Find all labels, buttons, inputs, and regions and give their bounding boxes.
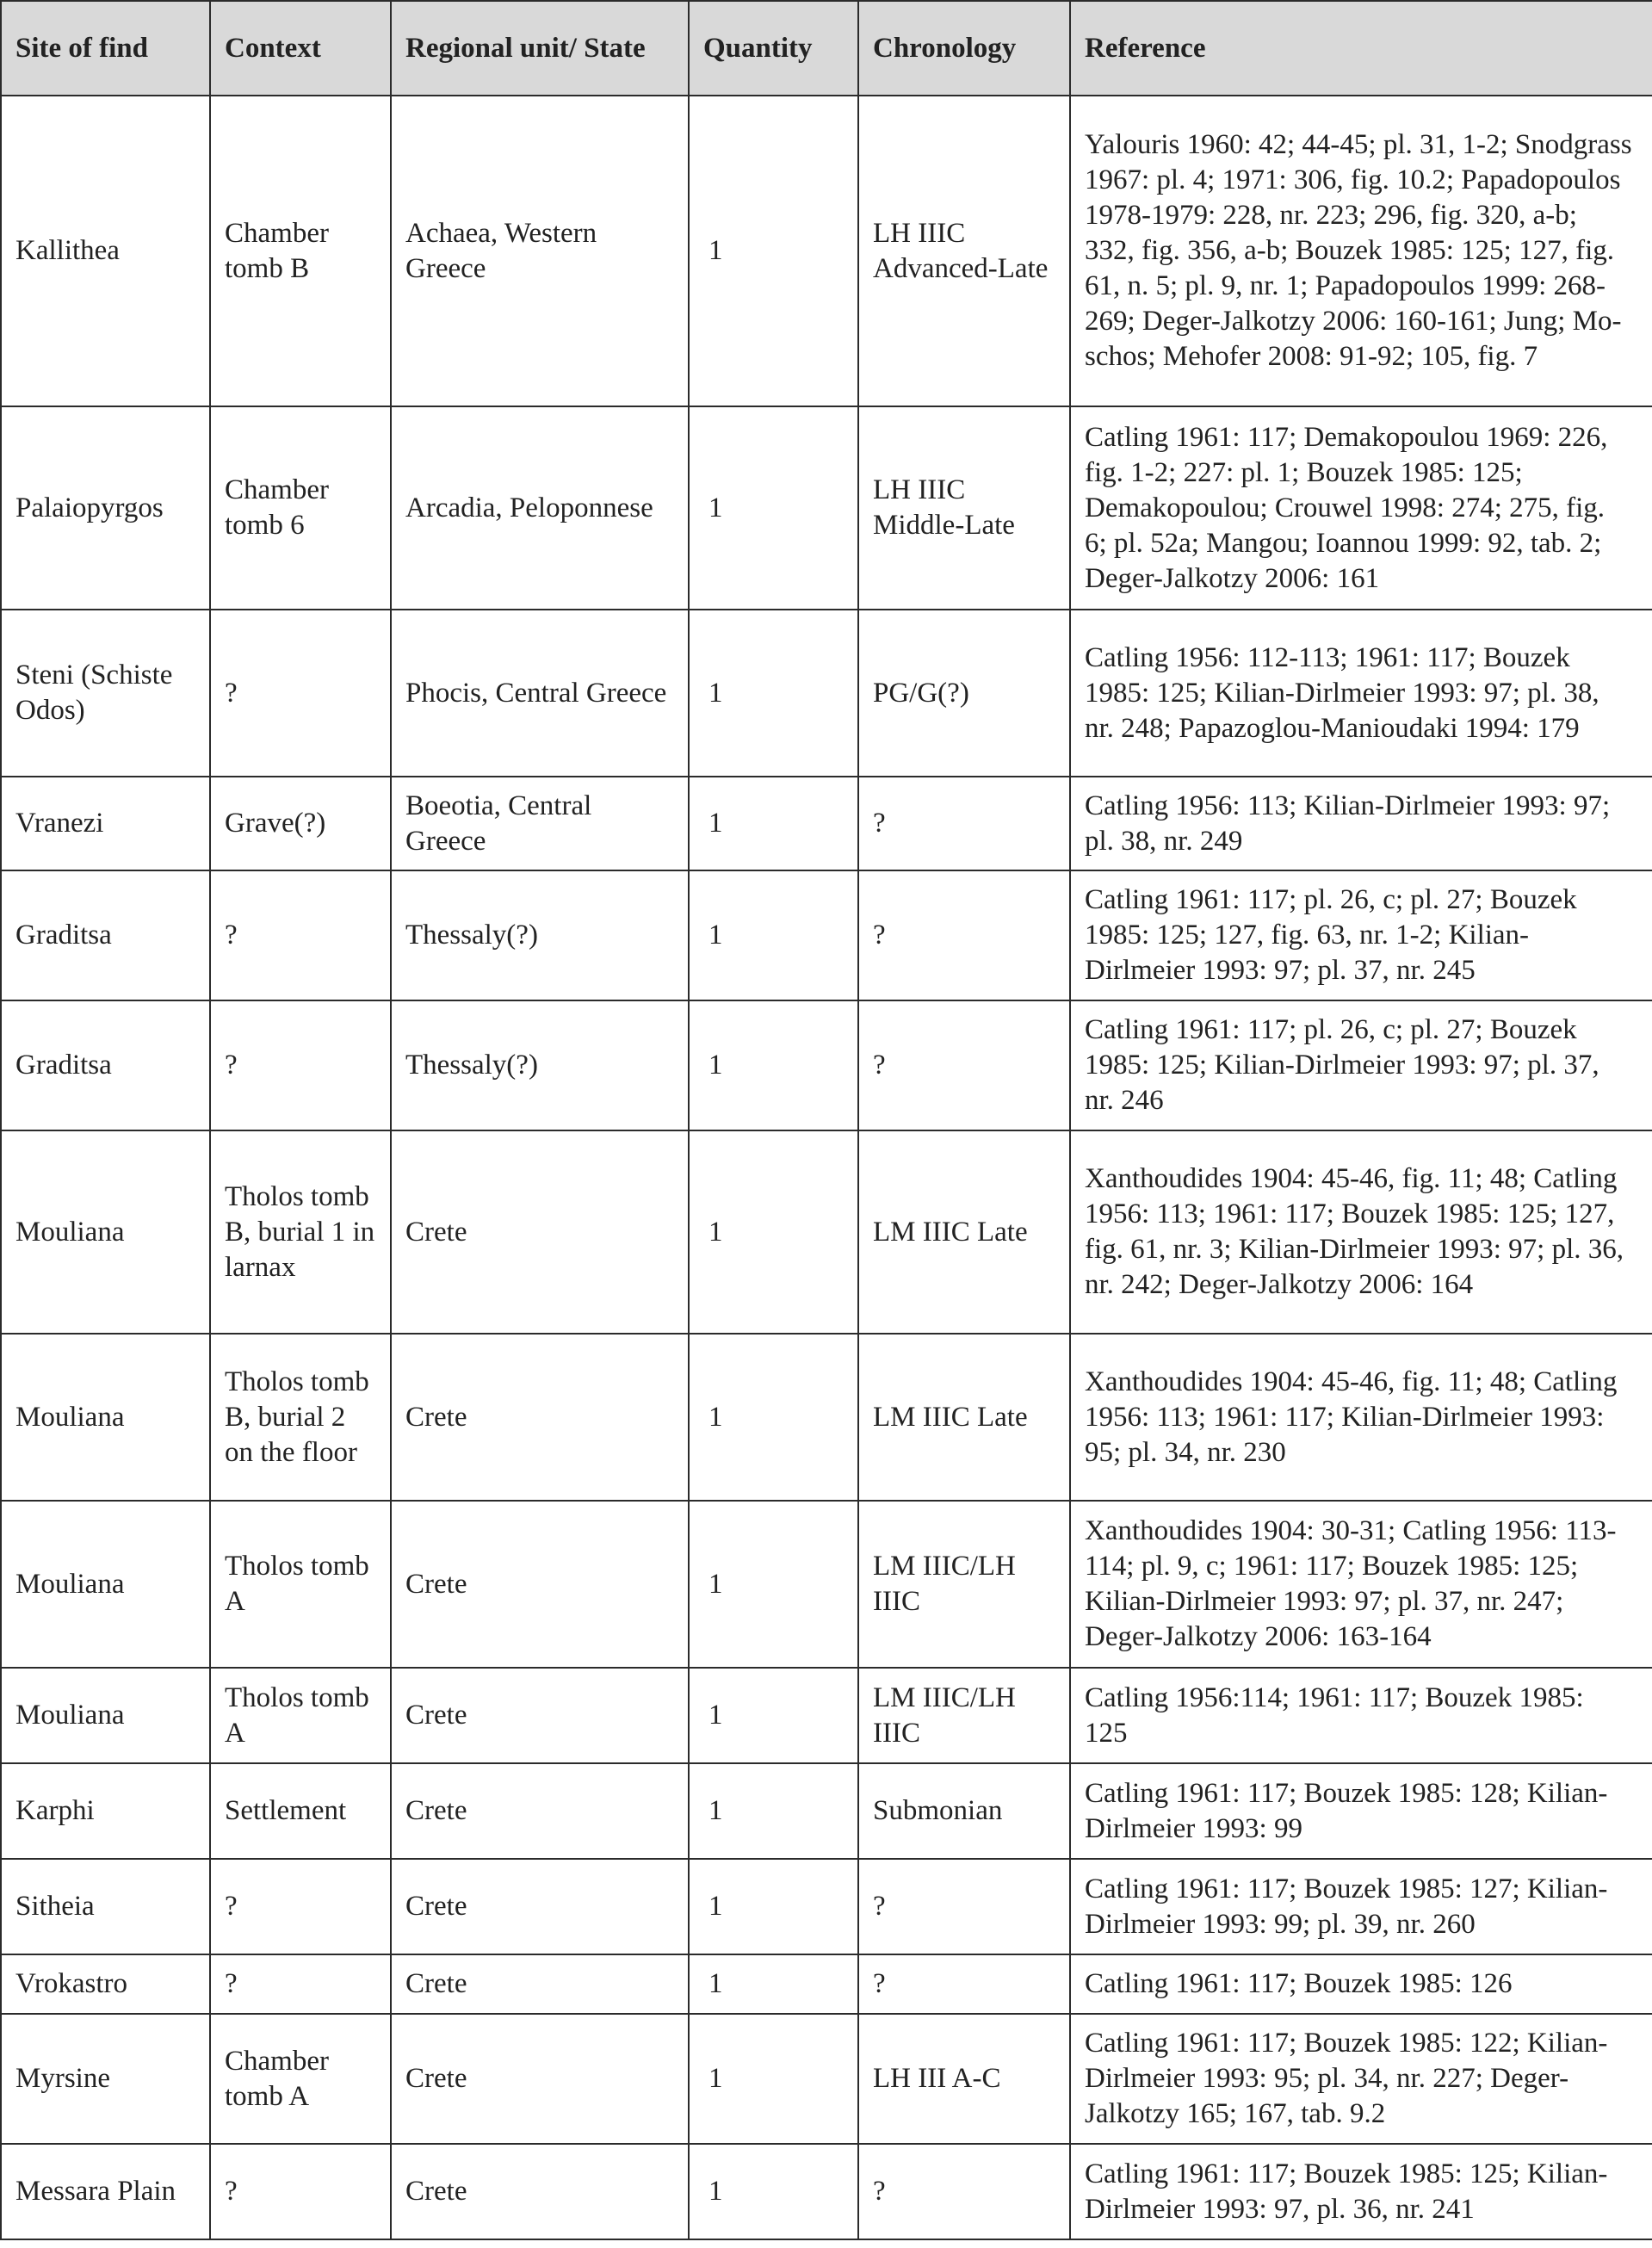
table-row: [1, 1000, 1652, 1130]
table-row: [1, 777, 1652, 870]
table-row: [1, 2014, 1652, 2144]
table-body: [1, 96, 1652, 2239]
cell-context: ?: [210, 2144, 391, 2239]
cell-site: Mouliana: [1, 1501, 210, 1668]
cell-chronology: LM IIIC Late: [858, 1334, 1070, 1501]
cell-reference: Catling 1961: 117; Bouzek 1985: 125; Kilian-Dirlmeier 1993: 97, pl. 36, nr. 241: [1070, 2144, 1652, 2239]
table-row: [1, 870, 1652, 1000]
cell-quantity: 1: [689, 1501, 858, 1668]
cell-reference: Catling 1961: 117; pl. 26, c; pl. 27; Bouzek 1985: 125; Kilian-Dirlmeier 1993: 97; pl. 37, nr. 246: [1070, 1000, 1652, 1130]
cell-reference: Catling 1961: 117; Bouzek 1985: 127; Kilian-Dirlmeier 1993: 99; pl. 39, nr. 260: [1070, 1859, 1652, 1954]
cell-site: Sitheia: [1, 1859, 210, 1954]
cell-chronology: LH IIIC Advanced-Late: [858, 96, 1070, 406]
table-row: [1, 1668, 1652, 1763]
header-row: [1, 1, 1652, 96]
cell-region: Boeotia, Central Greece: [391, 777, 689, 870]
cell-reference: Catling 1961: 117; Bouzek 1985: 128; Kilian-Dirlmeier 1993: 99: [1070, 1763, 1652, 1859]
header-region: Regional unit/ State: [391, 1, 689, 96]
cell-region: Crete: [391, 1334, 689, 1501]
cell-region: Arcadia, Peloponnese: [391, 406, 689, 610]
cell-context: ?: [210, 1000, 391, 1130]
cell-quantity: 1: [689, 1668, 858, 1763]
cell-region: Achaea, Western Greece: [391, 96, 689, 406]
cell-quantity: 1: [689, 1763, 858, 1859]
cell-chronology: LH IIIC Middle-Late: [858, 406, 1070, 610]
cell-site: Mouliana: [1, 1668, 210, 1763]
cell-quantity: 1: [689, 1130, 858, 1334]
cell-context: Chamber tomb B: [210, 96, 391, 406]
cell-quantity: 1: [689, 2014, 858, 2144]
cell-context: ?: [210, 610, 391, 777]
table-row: [1, 1130, 1652, 1334]
cell-reference: Xanthoudides 1904: 30-31; Catling 1956: 113-114; pl. 9, c; 1961: 117; Bouzek 1985: 125; Kilian-Dirlmeier 1993: 97; pl. 37, nr. 247; Deger-Jalkotzy 2006: 163-164: [1070, 1501, 1652, 1668]
cell-site: Graditsa: [1, 870, 210, 1000]
cell-reference: Catling 1961: 117; Bouzek 1985: 126: [1070, 1954, 1652, 2014]
cell-chronology: PG/G(?): [858, 610, 1070, 777]
cell-context: ?: [210, 870, 391, 1000]
cell-region: Crete: [391, 1763, 689, 1859]
cell-chronology: Submonian: [858, 1763, 1070, 1859]
table-row: [1, 1763, 1652, 1859]
cell-quantity: 1: [689, 777, 858, 870]
header-context: Context: [210, 1, 391, 96]
cell-region: Crete: [391, 1668, 689, 1763]
cell-chronology: ?: [858, 1000, 1070, 1130]
cell-region: Thessaly(?): [391, 1000, 689, 1130]
cell-chronology: LM IIIC/LH IIIC: [858, 1501, 1070, 1668]
table-row: [1, 1501, 1652, 1668]
table-row: [1, 610, 1652, 777]
cell-chronology: ?: [858, 870, 1070, 1000]
cell-quantity: 1: [689, 1859, 858, 1954]
cell-site: Messara Plain: [1, 2144, 210, 2239]
table-row: [1, 406, 1652, 610]
cell-chronology: LM IIIC/LH IIIC: [858, 1668, 1070, 1763]
cell-reference: Catling 1956: 112-113; 1961: 117; Bouzek 1985: 125; Kilian-Dirlmeier 1993: 97; pl. 38, nr. 248; Papazoglou-Manioudaki 1994: 179: [1070, 610, 1652, 777]
cell-context: Tholos tomb B, burial 2 on the floor: [210, 1334, 391, 1501]
cell-site: Kallithea: [1, 96, 210, 406]
cell-quantity: 1: [689, 1000, 858, 1130]
cell-quantity: 1: [689, 610, 858, 777]
cell-region: Phocis, Central Greece: [391, 610, 689, 777]
table-header: [1, 1, 1652, 96]
cell-context: Chamber tomb 6: [210, 406, 391, 610]
cell-chronology: LM IIIC Late: [858, 1130, 1070, 1334]
cell-reference: Catling 1961: 117; Demakopoulou 1969: 226, fig. 1-2; 227: pl. 1; Bouzek 1985: 125; Demakopoulou; Crouwel 1998: 274; 275, fig. 6; pl. 52a; Mangou; Ioannou 1999: 92, tab. 2; Deger-Jalkotzy 2006: 161: [1070, 406, 1652, 610]
header-site: Site of find: [1, 1, 210, 96]
header-quantity: Quantity: [689, 1, 858, 96]
cell-region: Crete: [391, 1859, 689, 1954]
cell-site: Mouliana: [1, 1334, 210, 1501]
cell-chronology: LH III A-C: [858, 2014, 1070, 2144]
cell-context: Tholos tomb B, burial 1 in larnax: [210, 1130, 391, 1334]
cell-reference: Xanthoudides 1904: 45-46, fig. 11; 48; Catling 1956: 113; 1961: 117; Kilian-Dirlmeier 1993: 95; pl. 34, nr. 230: [1070, 1334, 1652, 1501]
cell-chronology: ?: [858, 777, 1070, 870]
cell-region: Crete: [391, 2014, 689, 2144]
cell-reference: Catling 1961: 117; Bouzek 1985: 122; Kilian-Dirlmeier 1993: 95; pl. 34, nr. 227; Deger-Jalkotzy 165; 167, tab. 9.2: [1070, 2014, 1652, 2144]
cell-site: Steni (Schiste Odos): [1, 610, 210, 777]
header-reference: Reference: [1070, 1, 1652, 96]
cell-region: Crete: [391, 1501, 689, 1668]
cell-context: Settlement: [210, 1763, 391, 1859]
cell-region: Crete: [391, 1130, 689, 1334]
cell-quantity: 1: [689, 406, 858, 610]
cell-context: ?: [210, 1954, 391, 2014]
cell-quantity: 1: [689, 870, 858, 1000]
table-row: [1, 1859, 1652, 1954]
cell-reference: Catling 1956:114; 1961: 117; Bouzek 1985: 125: [1070, 1668, 1652, 1763]
cell-quantity: 1: [689, 1334, 858, 1501]
cell-reference: Yalouris 1960: 42; 44-45; pl. 31, 1-2; Snodgrass 1967: pl. 4; 1971: 306, fig. 10.2; Papadopoulos 1978-1979: 228, nr. 223; 296, fig. 320, a-b; 332, fig. 356, a-b; Bouzek 1985: 125; 127, fig. 61, n. 5; pl. 9, nr. 1; Papadopoulos 1999: 268-269; Deger-Jalkotzy 2006: 160-161; Jung; Mo-schos; Mehofer 2008: 91-92; 105, fig. 7: [1070, 96, 1652, 406]
cell-context: Tholos tomb A: [210, 1501, 391, 1668]
cell-context: ?: [210, 1859, 391, 1954]
cell-region: Crete: [391, 1954, 689, 2014]
cell-site: Vranezi: [1, 777, 210, 870]
cell-region: Crete: [391, 2144, 689, 2239]
cell-chronology: ?: [858, 1954, 1070, 2014]
cell-site: Vrokastro: [1, 1954, 210, 2014]
table-row: [1, 96, 1652, 406]
cell-reference: Xanthoudides 1904: 45-46, fig. 11; 48; Catling 1956: 113; 1961: 117; Bouzek 1985: 125; 127, fig. 61, nr. 3; Kilian-Dirlmeier 1993: 97; pl. 36, nr. 242; Deger-Jalkotzy 2006: 164: [1070, 1130, 1652, 1334]
header-chronology: Chronology: [858, 1, 1070, 96]
cell-reference: Catling 1961: 117; pl. 26, c; pl. 27; Bouzek 1985: 125; 127, fig. 63, nr. 1-2; Kilian-Dirlmeier 1993: 97; pl. 37, nr. 245: [1070, 870, 1652, 1000]
table-row: [1, 1334, 1652, 1501]
cell-quantity: 1: [689, 96, 858, 406]
cell-context: Grave(?): [210, 777, 391, 870]
cell-site: Graditsa: [1, 1000, 210, 1130]
cell-site: Karphi: [1, 1763, 210, 1859]
cell-quantity: 1: [689, 2144, 858, 2239]
cell-region: Thessaly(?): [391, 870, 689, 1000]
cell-reference: Catling 1956: 113; Kilian-Dirlmeier 1993: 97; pl. 38, nr. 249: [1070, 777, 1652, 870]
cell-context: Tholos tomb A: [210, 1668, 391, 1763]
cell-site: Palaiopyrgos: [1, 406, 210, 610]
cell-chronology: ?: [858, 1859, 1070, 1954]
cell-chronology: ?: [858, 2144, 1070, 2239]
cell-quantity: 1: [689, 1954, 858, 2014]
cell-context: Chamber tomb A: [210, 2014, 391, 2144]
cell-site: Myrsine: [1, 2014, 210, 2144]
table-row: [1, 2144, 1652, 2239]
cell-site: Mouliana: [1, 1130, 210, 1334]
table-row: [1, 1954, 1652, 2014]
